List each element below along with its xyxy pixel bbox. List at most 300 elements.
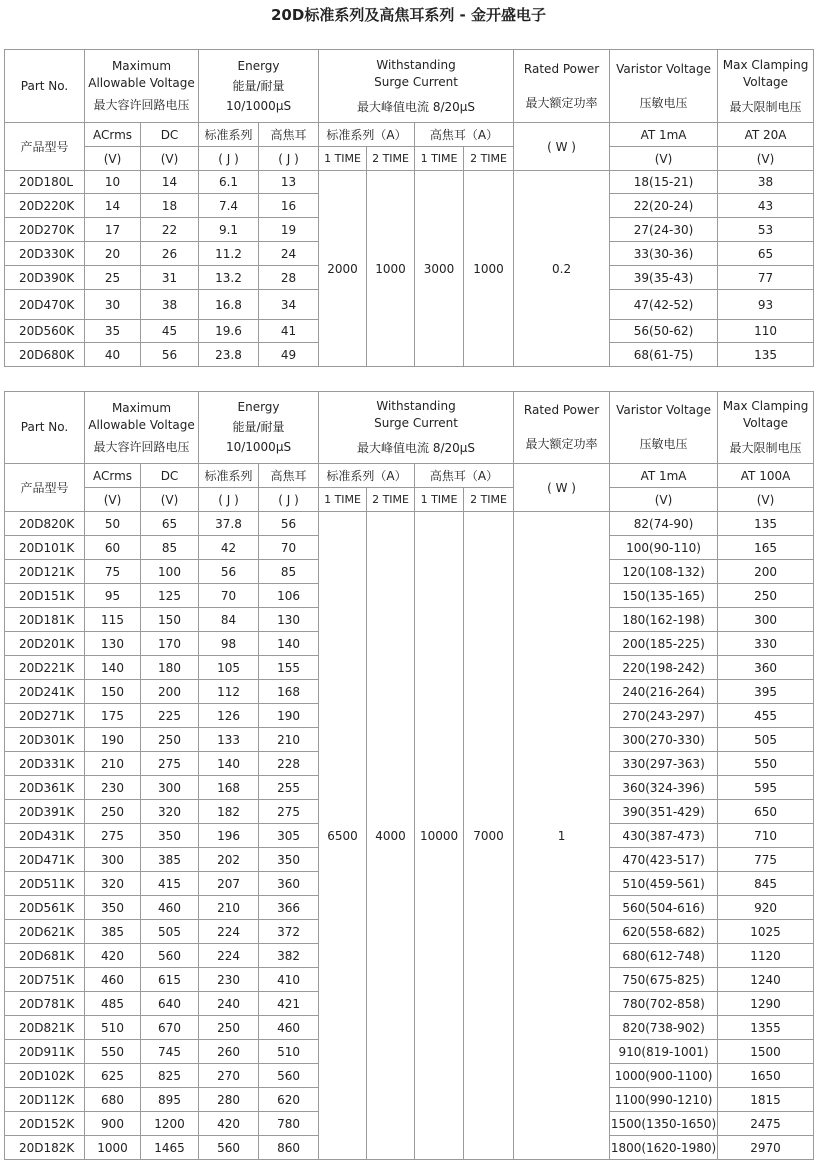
cell-dc-voltage: 385 [141, 848, 199, 872]
cell-energy-standard: 70 [199, 584, 259, 608]
cell-dc-voltage: 670 [141, 1016, 199, 1040]
header-max-clamping-voltage-text: 最大限制电压 [729, 441, 802, 455]
cell-part-number: 20D471K [5, 848, 85, 872]
cell-dc-voltage: 300 [141, 776, 199, 800]
cell-energy-standard: 133 [199, 728, 259, 752]
cell-surge-high-joule-1-time: 3000 [415, 171, 464, 367]
cell-energy-high-joule: 275 [259, 800, 319, 824]
cell-energy-high-joule: 28 [259, 266, 319, 290]
cell-part-number: 20D220K [5, 194, 85, 218]
cell-ac-rms-voltage: 510 [85, 1016, 141, 1040]
header-max-clamping-voltage-text: Max Clamping [722, 399, 809, 413]
cell-dc-voltage: 56 [141, 343, 199, 367]
spec-table [4, 49, 814, 367]
cell-part-number: 20D911K [5, 1040, 85, 1064]
header-std-series-a: 标准系列（A） [319, 123, 415, 147]
cell-varistor-voltage: 390(351-429) [610, 800, 718, 824]
cell-max-clamping-voltage: 1500 [718, 1040, 814, 1064]
cell-energy-high-joule: 460 [259, 1016, 319, 1040]
cell-energy-standard: 9.1 [199, 218, 259, 242]
cell-varistor-voltage: 33(30-36) [610, 242, 718, 266]
cell-energy-standard: 11.2 [199, 242, 259, 266]
cell-energy-standard: 13.2 [199, 266, 259, 290]
header-unit-j: ( J ) [199, 488, 259, 512]
cell-energy-high-joule: 410 [259, 968, 319, 992]
header-two-time: 2 TIME [464, 488, 514, 512]
cell-max-clamping-voltage: 2475 [718, 1112, 814, 1136]
cell-varistor-voltage: 430(387-473) [610, 824, 718, 848]
cell-ac-rms-voltage: 680 [85, 1088, 141, 1112]
header-energy-text: 能量/耐量 [232, 78, 285, 93]
cell-part-number: 20D201K [5, 632, 85, 656]
cell-dc-voltage: 250 [141, 728, 199, 752]
header-part-no-text: Part No. [20, 420, 69, 434]
cell-max-clamping-voltage: 710 [718, 824, 814, 848]
header-varistor-voltage-text: 压敏电压 [639, 437, 688, 451]
cell-ac-rms-voltage: 190 [85, 728, 141, 752]
cell-energy-high-joule: 560 [259, 1064, 319, 1088]
cell-rated-power: 0.2 [514, 171, 610, 367]
cell-dc-voltage: 38 [141, 290, 199, 320]
cell-dc-voltage: 180 [141, 656, 199, 680]
cell-energy-high-joule: 168 [259, 680, 319, 704]
header-energy-text: Energy [237, 400, 280, 414]
cell-dc-voltage: 200 [141, 680, 199, 704]
cell-ac-rms-voltage: 40 [85, 343, 141, 367]
header-rated-power-text: 最大额定功率 [525, 95, 598, 110]
cell-dc-voltage: 745 [141, 1040, 199, 1064]
cell-dc-voltage: 125 [141, 584, 199, 608]
cell-max-clamping-voltage: 1815 [718, 1088, 814, 1112]
cell-energy-standard: 19.6 [199, 320, 259, 343]
header-withstanding-surge-current-text: 最大峰值电流 8/20μS [357, 99, 476, 114]
header-unit-v: (V) [141, 147, 199, 171]
cell-surge-standard-2-time: 1000 [367, 171, 415, 367]
cell-part-number: 20D101K [5, 536, 85, 560]
cell-part-number: 20D431K [5, 824, 85, 848]
cell-ac-rms-voltage: 230 [85, 776, 141, 800]
cell-varistor-voltage: 620(558-682) [610, 920, 718, 944]
header-acrms: ACrms [85, 123, 141, 147]
header-rated-power-text: Rated Power [523, 61, 600, 76]
header-dc: DC [141, 464, 199, 488]
header-one-time: 1 TIME [415, 488, 464, 512]
cell-energy-standard: 420 [199, 1112, 259, 1136]
cell-energy-standard: 7.4 [199, 194, 259, 218]
cell-dc-voltage: 150 [141, 608, 199, 632]
cell-part-number: 20D270K [5, 218, 85, 242]
cell-ac-rms-voltage: 210 [85, 752, 141, 776]
cell-dc-voltage: 18 [141, 194, 199, 218]
cell-ac-rms-voltage: 625 [85, 1064, 141, 1088]
cell-max-clamping-voltage: 650 [718, 800, 814, 824]
cell-max-clamping-voltage: 43 [718, 194, 814, 218]
cell-part-number: 20D621K [5, 920, 85, 944]
cell-max-clamping-voltage: 595 [718, 776, 814, 800]
header-max-allowable-voltage-text: Maximum [111, 400, 172, 415]
cell-max-clamping-voltage: 2970 [718, 1136, 814, 1160]
header-energy-text: 10/1000μS [225, 440, 292, 454]
cell-energy-standard: 280 [199, 1088, 259, 1112]
cell-surge-high-joule-2-time: 7000 [464, 512, 514, 1160]
cell-ac-rms-voltage: 140 [85, 656, 141, 680]
cell-energy-standard: 240 [199, 992, 259, 1016]
cell-varistor-voltage: 18(15-21) [610, 171, 718, 194]
header-unit-j: ( J ) [199, 147, 259, 171]
header-varistor-voltage-text: 压敏电压 [639, 95, 688, 110]
cell-rated-power: 1 [514, 512, 610, 1160]
header-two-time: 2 TIME [464, 147, 514, 171]
cell-ac-rms-voltage: 550 [85, 1040, 141, 1064]
cell-max-clamping-voltage: 1120 [718, 944, 814, 968]
cell-surge-standard-1-time: 6500 [319, 512, 367, 1160]
cell-energy-high-joule: 70 [259, 536, 319, 560]
header-unit-v: (V) [718, 488, 814, 512]
header-withstanding-surge-current-text: Withstanding [376, 399, 456, 413]
cell-part-number: 20D751K [5, 968, 85, 992]
cell-energy-standard: 23.8 [199, 343, 259, 367]
header-part-no-cn: 产品型号 [5, 123, 85, 171]
cell-part-number: 20D271K [5, 704, 85, 728]
cell-energy-standard: 168 [199, 776, 259, 800]
cell-energy-high-joule: 366 [259, 896, 319, 920]
cell-part-number: 20D511K [5, 872, 85, 896]
cell-energy-high-joule: 382 [259, 944, 319, 968]
cell-energy-standard: 105 [199, 656, 259, 680]
cell-varistor-voltage: 300(270-330) [610, 728, 718, 752]
header-std-series: 标准系列 [199, 464, 259, 488]
cell-varistor-voltage: 240(216-264) [610, 680, 718, 704]
cell-part-number: 20D390K [5, 266, 85, 290]
header-energy-text: 10/1000μS [225, 98, 292, 113]
cell-surge-high-joule-2-time: 1000 [464, 171, 514, 367]
header-varistor-voltage [610, 50, 718, 123]
cell-ac-rms-voltage: 385 [85, 920, 141, 944]
cell-part-number: 20D820K [5, 512, 85, 536]
table-row [5, 512, 814, 536]
header-rated-power-text: 最大额定功率 [525, 437, 598, 451]
cell-dc-voltage: 460 [141, 896, 199, 920]
cell-max-clamping-voltage: 1240 [718, 968, 814, 992]
header-high-joule-a: 高焦耳（A） [415, 464, 514, 488]
header-unit-j: ( J ) [259, 147, 319, 171]
header-dc: DC [141, 123, 199, 147]
header-power-unit: ( W ) [514, 123, 610, 171]
cell-varistor-voltage: 68(61-75) [610, 343, 718, 367]
header-max-allowable-voltage [85, 50, 199, 123]
header-part-no [5, 50, 85, 123]
cell-max-clamping-voltage: 1025 [718, 920, 814, 944]
header-unit-j: ( J ) [259, 488, 319, 512]
spec-table-standard [4, 49, 813, 367]
cell-ac-rms-voltage: 10 [85, 171, 141, 194]
header-unit-v: (V) [85, 147, 141, 171]
cell-energy-high-joule: 41 [259, 320, 319, 343]
header-max-allowable-voltage-text: Allowable Voltage [88, 417, 195, 432]
cell-dc-voltage: 895 [141, 1088, 199, 1112]
cell-dc-voltage: 1465 [141, 1136, 199, 1160]
cell-part-number: 20D221K [5, 656, 85, 680]
cell-energy-high-joule: 228 [259, 752, 319, 776]
cell-dc-voltage: 31 [141, 266, 199, 290]
cell-energy-standard: 56 [199, 560, 259, 584]
header-withstanding-surge-current-text: Withstanding [376, 57, 456, 72]
table-row [5, 171, 814, 194]
header-one-time: 1 TIME [319, 147, 367, 171]
cell-max-clamping-voltage: 455 [718, 704, 814, 728]
cell-energy-standard: 224 [199, 944, 259, 968]
header-max-clamping-voltage [718, 392, 814, 464]
header-high-joule: 高焦耳 [259, 464, 319, 488]
cell-ac-rms-voltage: 350 [85, 896, 141, 920]
header-power-unit: ( W ) [514, 464, 610, 512]
cell-ac-rms-voltage: 1000 [85, 1136, 141, 1160]
header-varistor-voltage-text: Varistor Voltage [616, 403, 712, 417]
cell-energy-standard: 230 [199, 968, 259, 992]
cell-varistor-voltage: 200(185-225) [610, 632, 718, 656]
header-withstanding-surge-current-text: Surge Current [374, 74, 458, 89]
cell-energy-high-joule: 56 [259, 512, 319, 536]
cell-max-clamping-voltage: 330 [718, 632, 814, 656]
cell-part-number: 20D821K [5, 1016, 85, 1040]
cell-varistor-voltage: 56(50-62) [610, 320, 718, 343]
cell-part-number: 20D151K [5, 584, 85, 608]
cell-part-number: 20D680K [5, 343, 85, 367]
header-unit-v: (V) [718, 147, 814, 171]
cell-energy-high-joule: 49 [259, 343, 319, 367]
cell-ac-rms-voltage: 25 [85, 266, 141, 290]
cell-energy-high-joule: 350 [259, 848, 319, 872]
cell-varistor-voltage: 27(24-30) [610, 218, 718, 242]
cell-part-number: 20D561K [5, 896, 85, 920]
cell-energy-standard: 250 [199, 1016, 259, 1040]
cell-surge-high-joule-1-time: 10000 [415, 512, 464, 1160]
cell-varistor-voltage: 47(42-52) [610, 290, 718, 320]
cell-part-number: 20D180L [5, 171, 85, 194]
cell-max-clamping-voltage: 505 [718, 728, 814, 752]
header-at-1ma: AT 1mA [610, 464, 718, 488]
cell-energy-high-joule: 16 [259, 194, 319, 218]
cell-dc-voltage: 415 [141, 872, 199, 896]
cell-varistor-voltage: 100(90-110) [610, 536, 718, 560]
cell-energy-high-joule: 860 [259, 1136, 319, 1160]
cell-dc-voltage: 26 [141, 242, 199, 266]
cell-dc-voltage: 85 [141, 536, 199, 560]
cell-varistor-voltage: 750(675-825) [610, 968, 718, 992]
cell-dc-voltage: 1200 [141, 1112, 199, 1136]
cell-max-clamping-voltage: 165 [718, 536, 814, 560]
cell-part-number: 20D181K [5, 608, 85, 632]
header-rated-power-text: Rated Power [523, 403, 600, 417]
header-unit-v: (V) [610, 147, 718, 171]
cell-max-clamping-voltage: 250 [718, 584, 814, 608]
cell-max-clamping-voltage: 550 [718, 752, 814, 776]
header-max-allowable-voltage-text: 最大容许回路电压 [93, 439, 190, 454]
cell-varistor-voltage: 780(702-858) [610, 992, 718, 1016]
header-std-series-a: 标准系列（A） [319, 464, 415, 488]
header-rated-power [514, 50, 610, 123]
header-std-series: 标准系列 [199, 123, 259, 147]
cell-energy-high-joule: 13 [259, 171, 319, 194]
header-energy [199, 392, 319, 464]
header-high-joule-a: 高焦耳（A） [415, 123, 514, 147]
cell-dc-voltage: 320 [141, 800, 199, 824]
cell-dc-voltage: 45 [141, 320, 199, 343]
cell-max-clamping-voltage: 775 [718, 848, 814, 872]
cell-max-clamping-voltage: 77 [718, 266, 814, 290]
cell-energy-high-joule: 130 [259, 608, 319, 632]
header-unit-v: (V) [85, 488, 141, 512]
cell-dc-voltage: 640 [141, 992, 199, 1016]
header-varistor-voltage [610, 392, 718, 464]
cell-part-number: 20D560K [5, 320, 85, 343]
cell-varistor-voltage: 120(108-132) [610, 560, 718, 584]
cell-ac-rms-voltage: 420 [85, 944, 141, 968]
cell-surge-standard-2-time: 4000 [367, 512, 415, 1160]
cell-part-number: 20D330K [5, 242, 85, 266]
cell-max-clamping-voltage: 65 [718, 242, 814, 266]
cell-max-clamping-voltage: 38 [718, 171, 814, 194]
spec-table [4, 391, 814, 1160]
cell-varistor-voltage: 680(612-748) [610, 944, 718, 968]
cell-varistor-voltage: 1500(1350-1650) [610, 1112, 718, 1136]
cell-ac-rms-voltage: 75 [85, 560, 141, 584]
header-at-1ma: AT 1mA [610, 123, 718, 147]
cell-ac-rms-voltage: 485 [85, 992, 141, 1016]
cell-dc-voltage: 14 [141, 171, 199, 194]
cell-energy-standard: 140 [199, 752, 259, 776]
cell-energy-high-joule: 19 [259, 218, 319, 242]
cell-part-number: 20D182K [5, 1136, 85, 1160]
cell-energy-high-joule: 255 [259, 776, 319, 800]
cell-dc-voltage: 615 [141, 968, 199, 992]
cell-part-number: 20D470K [5, 290, 85, 320]
header-part-no-text: Part No. [20, 78, 69, 93]
header-two-time: 2 TIME [367, 488, 415, 512]
header-acrms: ACrms [85, 464, 141, 488]
cell-max-clamping-voltage: 135 [718, 343, 814, 367]
cell-energy-standard: 37.8 [199, 512, 259, 536]
header-max-allowable-voltage-text: Maximum [111, 59, 172, 73]
header-part-no-cn: 产品型号 [5, 464, 85, 512]
cell-ac-rms-voltage: 275 [85, 824, 141, 848]
cell-part-number: 20D331K [5, 752, 85, 776]
cell-dc-voltage: 100 [141, 560, 199, 584]
spec-table-high-joule [4, 391, 813, 1160]
cell-energy-high-joule: 360 [259, 872, 319, 896]
cell-energy-standard: 6.1 [199, 171, 259, 194]
header-rated-power [514, 392, 610, 464]
header-withstanding-surge-current-text: Surge Current [374, 416, 458, 430]
cell-varistor-voltage: 360(324-396) [610, 776, 718, 800]
header-max-clamping-voltage-text: Voltage [743, 74, 789, 89]
header-energy-text: 能量/耐量 [232, 420, 285, 434]
cell-dc-voltage: 350 [141, 824, 199, 848]
header-max-clamping-voltage-text: Max Clamping [722, 57, 809, 72]
header-two-time: 2 TIME [367, 147, 415, 171]
cell-dc-voltage: 560 [141, 944, 199, 968]
cell-ac-rms-voltage: 30 [85, 290, 141, 320]
cell-varistor-voltage: 1100(990-1210) [610, 1088, 718, 1112]
cell-energy-standard: 42 [199, 536, 259, 560]
cell-energy-high-joule: 620 [259, 1088, 319, 1112]
cell-max-clamping-voltage: 920 [718, 896, 814, 920]
cell-ac-rms-voltage: 250 [85, 800, 141, 824]
header-withstanding-surge-current-text: 最大峰值电流 8/20μS [357, 441, 476, 455]
cell-varistor-voltage: 1000(900-1100) [610, 1064, 718, 1088]
cell-energy-standard: 98 [199, 632, 259, 656]
cell-ac-rms-voltage: 900 [85, 1112, 141, 1136]
header-withstanding-surge-current [319, 392, 514, 464]
cell-ac-rms-voltage: 320 [85, 872, 141, 896]
cell-varistor-voltage: 180(162-198) [610, 608, 718, 632]
cell-ac-rms-voltage: 175 [85, 704, 141, 728]
header-high-joule: 高焦耳 [259, 123, 319, 147]
cell-part-number: 20D681K [5, 944, 85, 968]
cell-energy-high-joule: 140 [259, 632, 319, 656]
cell-ac-rms-voltage: 115 [85, 608, 141, 632]
cell-max-clamping-voltage: 1290 [718, 992, 814, 1016]
cell-max-clamping-voltage: 300 [718, 608, 814, 632]
cell-ac-rms-voltage: 130 [85, 632, 141, 656]
cell-energy-standard: 224 [199, 920, 259, 944]
cell-part-number: 20D301K [5, 728, 85, 752]
cell-energy-high-joule: 372 [259, 920, 319, 944]
cell-max-clamping-voltage: 360 [718, 656, 814, 680]
cell-max-clamping-voltage: 1650 [718, 1064, 814, 1088]
page-title: 20D标准系列及高焦耳系列 - 金开盛电子 [271, 6, 546, 24]
cell-max-clamping-voltage: 1355 [718, 1016, 814, 1040]
header-varistor-voltage-text: Varistor Voltage [616, 61, 712, 76]
cell-energy-standard: 182 [199, 800, 259, 824]
cell-ac-rms-voltage: 14 [85, 194, 141, 218]
cell-ac-rms-voltage: 17 [85, 218, 141, 242]
cell-ac-rms-voltage: 60 [85, 536, 141, 560]
cell-energy-high-joule: 780 [259, 1112, 319, 1136]
cell-varistor-voltage: 470(423-517) [610, 848, 718, 872]
cell-varistor-voltage: 82(74-90) [610, 512, 718, 536]
cell-part-number: 20D121K [5, 560, 85, 584]
cell-energy-standard: 202 [199, 848, 259, 872]
header-at-clamp: AT 100A [718, 464, 814, 488]
cell-energy-high-joule: 305 [259, 824, 319, 848]
cell-varistor-voltage: 820(738-902) [610, 1016, 718, 1040]
cell-ac-rms-voltage: 35 [85, 320, 141, 343]
cell-part-number: 20D112K [5, 1088, 85, 1112]
cell-energy-standard: 210 [199, 896, 259, 920]
cell-max-clamping-voltage: 395 [718, 680, 814, 704]
cell-energy-standard: 207 [199, 872, 259, 896]
header-one-time: 1 TIME [319, 488, 367, 512]
cell-energy-high-joule: 85 [259, 560, 319, 584]
cell-ac-rms-voltage: 300 [85, 848, 141, 872]
cell-dc-voltage: 170 [141, 632, 199, 656]
cell-part-number: 20D781K [5, 992, 85, 1016]
cell-varistor-voltage: 150(135-165) [610, 584, 718, 608]
cell-max-clamping-voltage: 93 [718, 290, 814, 320]
cell-ac-rms-voltage: 460 [85, 968, 141, 992]
cell-ac-rms-voltage: 95 [85, 584, 141, 608]
cell-energy-high-joule: 34 [259, 290, 319, 320]
cell-max-clamping-voltage: 53 [718, 218, 814, 242]
header-part-no [5, 392, 85, 464]
cell-energy-high-joule: 190 [259, 704, 319, 728]
header-energy [199, 50, 319, 123]
header-max-allowable-voltage-text: Allowable Voltage [88, 76, 195, 90]
header-withstanding-surge-current [319, 50, 514, 123]
cell-varistor-voltage: 910(819-1001) [610, 1040, 718, 1064]
cell-energy-standard: 84 [199, 608, 259, 632]
